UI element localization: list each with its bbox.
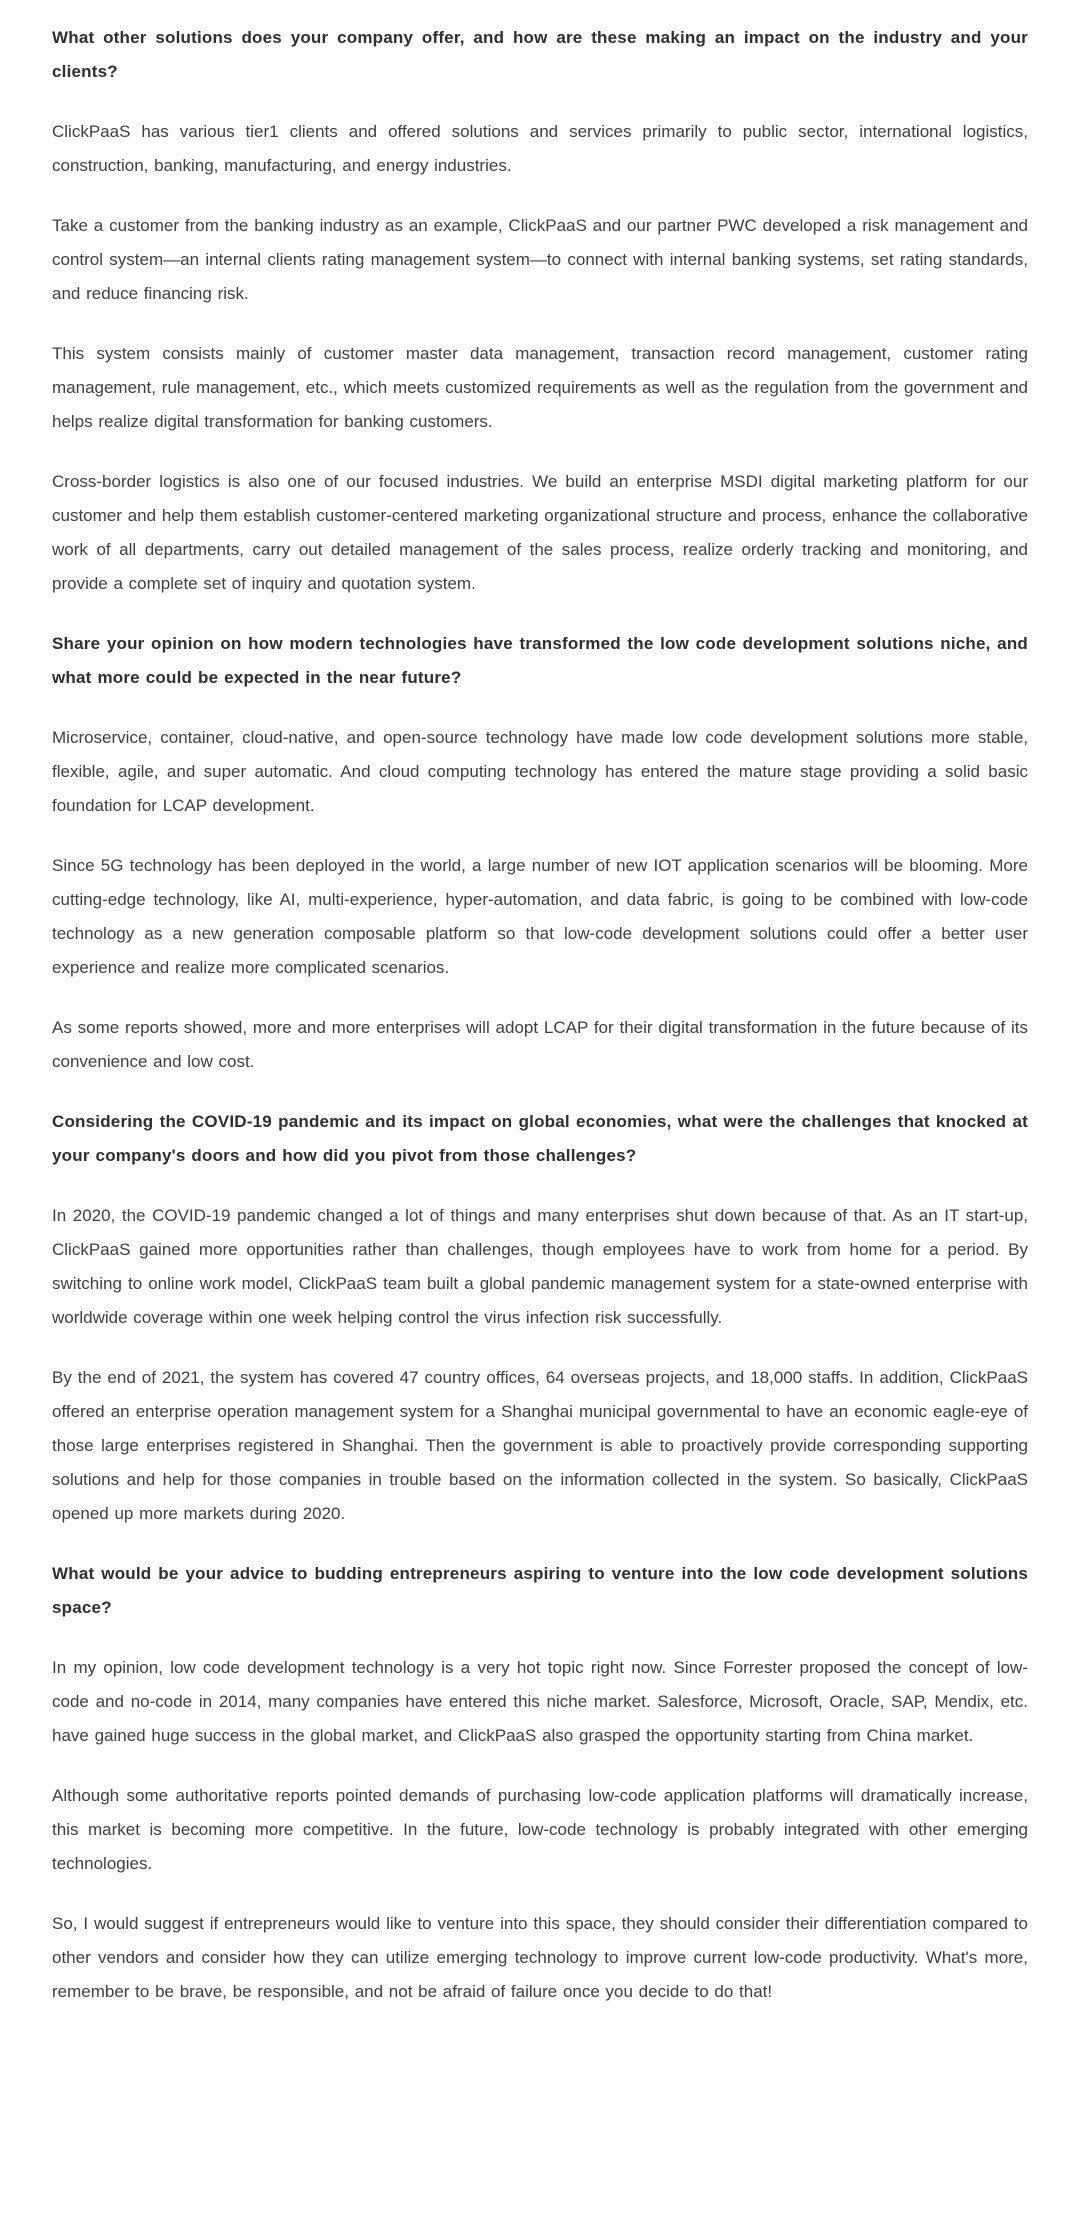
question-heading: Considering the COVID-19 pandemic and its impact on global economies, what were the challenges that knocked at your company's doors and how did you pivot from those challenges? (52, 1112, 1028, 1165)
answer-paragraph: Microservice, container, cloud-native, and open-source technology have made low code development solutions more stable, flexible, agile, and super automatic. And cloud computing technology has entered the mature stage providing a solid basic foundation for LCAP development. (52, 728, 1028, 815)
answer-paragraph: In 2020, the COVID-19 pandemic changed a lot of things and many enterprises shut down because of that. As an IT start-up, ClickPaaS gained more opportunities rather than challenges, though employees have to work from home for a period. By switching to online work model, ClickPaaS team built a global pandemic management system for a state-owned enterprise with worldwide coverage within one week helping control the virus infection risk successfully. (52, 1206, 1028, 1327)
answer-paragraph: By the end of 2021, the system has covered 47 country offices, 64 overseas projects, and 18,000 staffs. In addition, ClickPaaS offered an enterprise operation management system for a Shanghai municipal governmental to have an economic eagle-eye of those large enterprises registered in Shanghai. Then the government is able to proactively provide corresponding supporting solutions and help for those companies in trouble based on the information collected in the system. So basically, ClickPaaS opened up more markets during 2020. (52, 1368, 1028, 1523)
answer-paragraph: In my opinion, low code development technology is a very hot topic right now. Since Forrester proposed the concept of low-code and no-code in 2014, many companies have entered this niche market. Salesforce, Microsoft, Oracle, SAP, Mendix, etc. have gained huge success in the global market, and ClickPaaS also grasped the opportunity starting from China market. (52, 1658, 1028, 1745)
question-heading: What would be your advice to budding entrepreneurs aspiring to venture into the low code development solutions space? (52, 1564, 1028, 1617)
answer-paragraph: ClickPaaS has various tier1 clients and offered solutions and services primarily to public sector, international logistics, construction, banking, manufacturing, and energy industries. (52, 122, 1028, 175)
question-heading: Share your opinion on how modern technologies have transformed the low code development solutions niche, and what more could be expected in the near future? (52, 634, 1028, 687)
answer-paragraph: Although some authoritative reports pointed demands of purchasing low-code application platforms will dramatically increase, this market is becoming more competitive. In the future, low-code technology is probably integrated with other emerging technologies. (52, 1786, 1028, 1873)
answer-paragraph: Since 5G technology has been deployed in the world, a large number of new IOT application scenarios will be blooming. More cutting-edge technology, like AI, multi-experience, hyper-automation, and data fabric, is going to be combined with low-code technology as a new generation composable platform so that low-code development solutions could offer a better user experience and realize more complicated scenarios. (52, 856, 1028, 977)
answer-paragraph: So, I would suggest if entrepreneurs would like to venture into this space, they should consider their differentiation compared to other vendors and consider how they can utilize emerging technology to improve current low-code productivity. What's more, remember to be brave, be responsible, and not be afraid of failure once you decide to do that! (52, 1914, 1028, 2001)
answer-paragraph: As some reports showed, more and more enterprises will adopt LCAP for their digital transformation in the future because of its convenience and low cost. (52, 1018, 1028, 1071)
answer-paragraph: Cross-border logistics is also one of our focused industries. We build an enterprise MSDI digital marketing platform for our customer and help them establish customer-centered marketing organizational structure and process, enhance the collaborative work of all departments, carry out detailed management of the sales process, realize orderly tracking and monitoring, and provide a complete set of inquiry and quotation system. (52, 472, 1028, 593)
question-heading: What other solutions does your company offer, and how are these making an impact on the industry and your clients? (52, 28, 1028, 81)
answer-paragraph: Take a customer from the banking industry as an example, ClickPaaS and our partner PWC developed a risk management and control system—an internal clients rating management system—to connect with internal banking systems, set rating standards, and reduce financing risk. (52, 216, 1028, 303)
answer-paragraph: This system consists mainly of customer master data management, transaction record management, customer rating management, rule management, etc., which meets customized requirements as well as the regulation from the government and helps realize digital transformation for banking customers. (52, 344, 1028, 431)
